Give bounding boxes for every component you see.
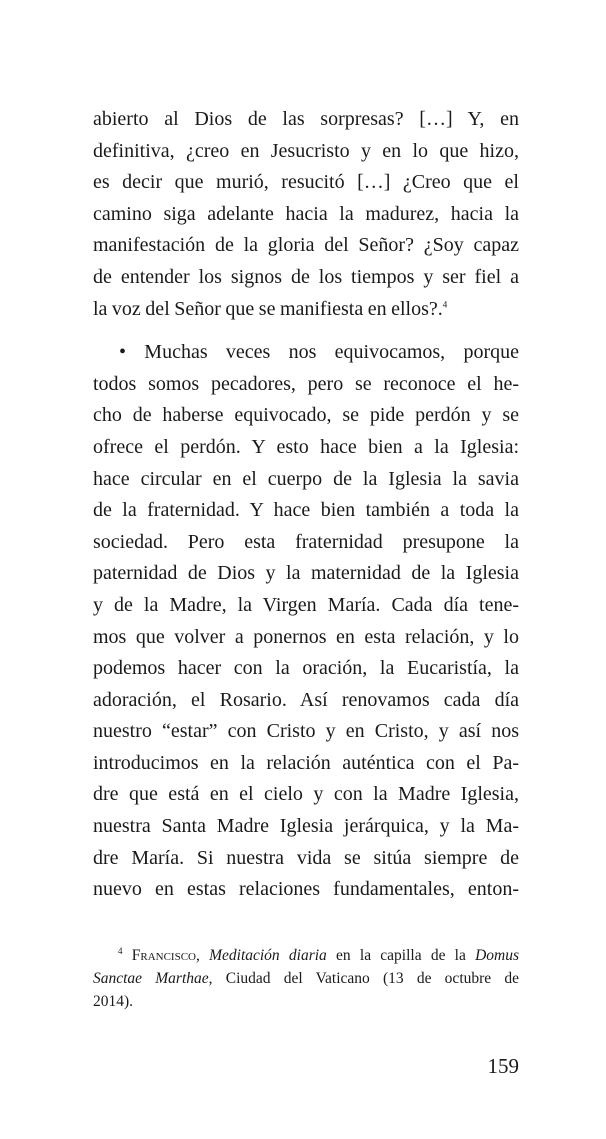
footnote-title: Meditación diaria [209,946,327,964]
text-line: podemos hacer con la oración, la Eucaristía, la [93,657,519,680]
page-number: 159 [487,1053,519,1078]
text-line: paternidad de Dios y la maternidad de la Iglesia [93,562,519,585]
footnote-place: Domus [475,946,520,964]
footnote-reference[interactable]: 4 [442,298,448,309]
text-line-wrapper [93,337,519,369]
text-line: dre María. Si nuestra vida se sitúa siempre de [93,846,519,869]
text-line-wrapper [93,294,519,326]
footnote-text: en la capilla de la [326,946,476,964]
footnote [93,944,519,1013]
text-line: de la fraternidad. Y hace bien también a toda la [93,499,519,522]
text-line: nuevo en estas relaciones fundamentales, enton- [93,878,519,901]
text-line: todos somos pecadores, pero se reconoce el he- [93,372,519,395]
text-line-content: Muchas veces nos equivocamos, porque [144,341,519,364]
footnote-line: 2014). [93,992,134,1010]
text-line: ofrece el perdón. Y esto hace bien a la Iglesia: [93,435,519,458]
text-line: dre que está en el cielo y con la Madre Iglesia, [93,783,519,806]
bullet-icon: • [119,341,127,364]
text-line: de entender los signos de los tiempos y ser fiel a [93,265,519,288]
text-line: cho de haberse equivocado, se pide perdón y se [93,404,519,427]
text-line-content: la voz del Señor que se manifiesta en ellos?. [93,297,443,320]
text-line: adoración, el Rosario. Así renovamos cada día [93,688,519,711]
footnote-comma: , [195,946,200,964]
text-line: hace circular en el cuerpo de la Iglesia la savia [93,467,519,490]
paragraph-1 [93,104,519,325]
text-line: manifestación de la gloria del Señor? ¿Soy capaz [93,234,519,257]
footnote-text: , Ciudad del Vaticano (13 de octubre de [208,969,519,987]
text-line: mos que volver a ponernos en esta relación, y lo [93,625,519,648]
footnote-author: Francisco [131,946,196,964]
footnote-line [93,944,519,967]
text-line: definitiva, ¿creo en Jesucristo y en lo que hizo, [93,139,519,162]
text-line: camino siga adelante hacia la madurez, hacia la [93,202,519,225]
text-line: nuestra Santa Madre Iglesia jerárquica, y la Ma- [93,815,519,838]
footnote-place: Sanctae Marthae [93,969,209,987]
text-line: abierto al Dios de las sorpresas? […] Y, en [93,108,519,130]
text-line: es decir que murió, resucitó […] ¿Creo que el [93,171,519,194]
text-line: y de la Madre, la Virgen María. Cada día tene- [93,593,519,616]
footnote-line [93,967,519,990]
paragraph-2 [93,337,519,906]
footnote-number: 4 [118,945,123,956]
text-line: sociedad. Pero esta fraternidad presupone la [93,530,519,553]
text-line: nuestro “estar” con Cristo y en Cristo, y así nos [93,720,519,743]
text-line: introducimos en la relación auténtica con el Pa- [93,751,519,774]
